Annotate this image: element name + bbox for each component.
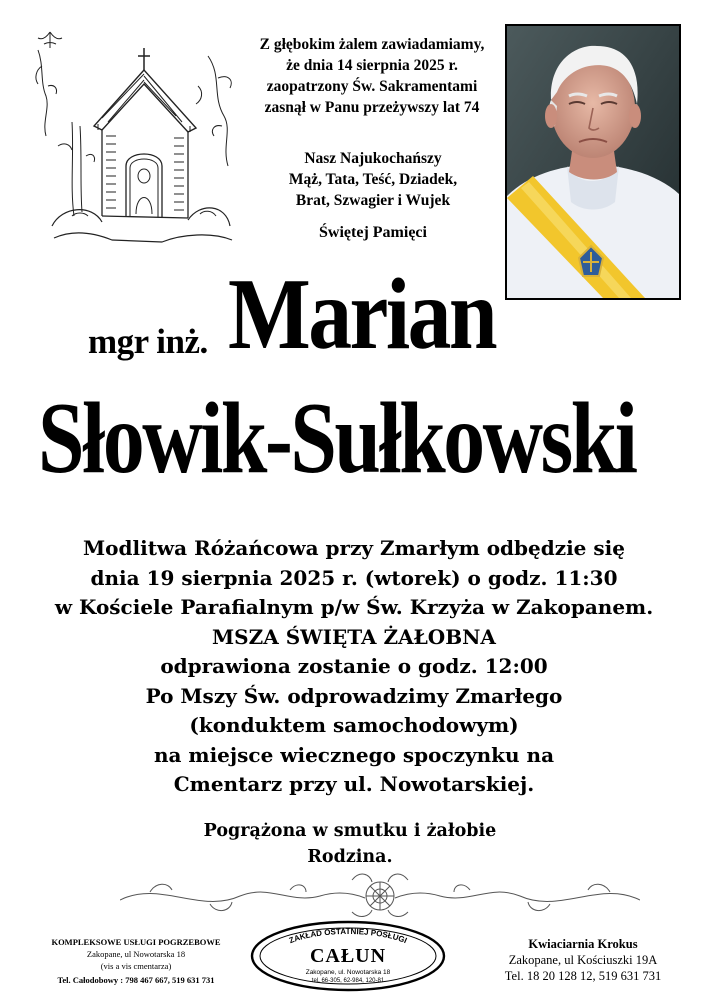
deceased-first-name: Marian: [228, 258, 496, 371]
mourners-line: Rodzina.: [307, 847, 393, 867]
svg-text:tel. 66-305, 62-984, 120-81: tel. 66-305, 62-984, 120-81: [311, 978, 385, 984]
chapel-illustration: [32, 26, 238, 254]
svg-text:ZAKŁAD OSTATNIEJ POSŁUGI: ZAKŁAD OSTATNIEJ POSŁUGI: [287, 926, 409, 946]
florist-info: [468, 936, 698, 984]
svg-text:Zakopane, ul. Nowotarska 18: Zakopane, ul. Nowotarska 18: [305, 969, 391, 976]
ceremony-line: (konduktem samochodowym): [189, 713, 519, 737]
ceremony-details: [20, 534, 688, 800]
funeral-home-address: Zakopane, ul Nowotarska 18: [86, 949, 186, 959]
intro-line: że dnia 14 sierpnia 2025 r.: [286, 57, 458, 74]
funeral-home-info: [26, 936, 246, 986]
ceremony-line: w Kościele Parafialnym p/w Św. Krzyża w Zakopanem.: [54, 595, 654, 619]
ceremony-line: MSZA ŚWIĘTA ŻAŁOBNA: [212, 624, 496, 649]
ceremony-line: Cmentarz przy ul. Nowotarskiej.: [173, 772, 535, 796]
ceremony-line: dnia 19 sierpnia 2025 r. (wtorek) o godz. 11:30: [90, 565, 618, 590]
family-line: Brat, Szwagier i Wujek: [295, 192, 451, 209]
funeral-home-name: KOMPLEKSOWE USŁUGI POGRZEBOWE: [51, 937, 221, 947]
family-line: Mąż, Tata, Teść, Dziadek,: [288, 171, 458, 188]
calun-logo: [248, 918, 448, 994]
mourners-signature: [150, 818, 550, 870]
family-line: Nasz Najukochańszy: [304, 150, 442, 167]
florist-address: Zakopane, ul Kościuszki 19A: [508, 953, 658, 967]
funeral-home-phone: Tel. Całodobowy : 798 467 667, 519 631 731: [57, 975, 215, 985]
funeral-home-note: (vis a vis cmentarza): [100, 961, 172, 971]
florist-phone: Tel. 18 20 128 12, 519 631 731: [504, 969, 662, 983]
ceremony-line: Po Mszy Św. odprowadzimy Zmarłego: [145, 683, 563, 708]
portrait-photo: [505, 24, 681, 300]
intro-line: zasnął w Panu przeżywszy lat 74: [264, 99, 480, 116]
ceremony-line: na miejsce wiecznego spoczynku na: [153, 742, 555, 767]
ceremony-line: odprawiona zostanie o godz. 12:00: [160, 654, 548, 678]
svg-text:CAŁUN: CAŁUN: [309, 945, 387, 967]
intro-line: Z głębokim żalem zawiadamiamy,: [259, 36, 485, 53]
portrait-image: [507, 26, 679, 298]
ornament-divider: [120, 870, 640, 920]
mourners-line: Pogrążona w smutku i żałobie: [203, 821, 497, 841]
ceremony-line: Modlitwa Różańcowa przy Zmarłym odbędzie się: [83, 536, 625, 560]
intro-line: zaopatrzony Św. Sakramentami: [266, 78, 478, 95]
in-memory-heading: Świętej Pamięci: [319, 224, 427, 241]
family-relations: [228, 148, 518, 211]
announcement-intro: [222, 34, 522, 118]
deceased-last-name: Słowik-Sułkowski: [38, 382, 636, 495]
florist-name: Kwiaciarnia Krokus: [528, 937, 638, 951]
academic-title: mgr inż.: [88, 322, 208, 361]
